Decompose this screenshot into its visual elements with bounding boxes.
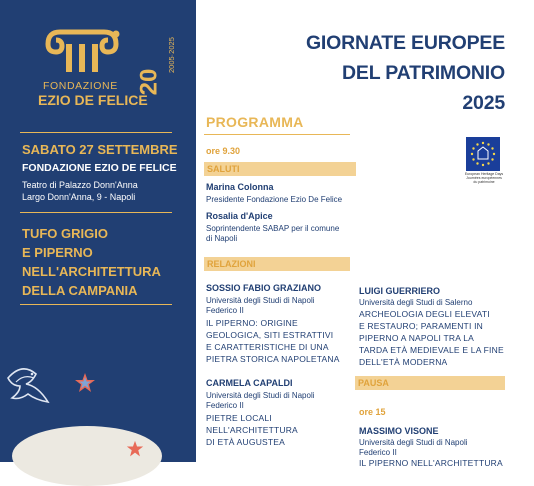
speaker-name: MASSIMO VISONE	[359, 426, 439, 436]
venue-name: FONDAZIONE EZIO DE FELICE	[22, 162, 177, 174]
talk-title: GEOLOGICA, SITI ESTRATTIVI	[206, 330, 334, 340]
divider	[20, 132, 172, 133]
time-label: ore 9.30	[206, 146, 241, 156]
divider	[20, 212, 172, 213]
eu-stars-icon	[466, 137, 500, 171]
eu-badge-caption	[452, 172, 516, 184]
speaker-role: Federico II	[206, 306, 244, 315]
topic-line: DELLA CAMPANIA	[22, 283, 138, 298]
left-panel	[0, 0, 196, 462]
section-label: SALUTI	[207, 164, 240, 174]
caption-line: Journées européennes	[466, 176, 502, 180]
speaker-name: Marina Colonna	[206, 182, 274, 192]
talk-title: TARDA ETÀ MEDIEVALE E LA FINE	[359, 345, 504, 355]
foundation-logo	[18, 26, 188, 118]
topic-line: E PIPERNO	[22, 245, 93, 260]
venue-line: Largo Donn'Anna, 9 - Napoli	[22, 192, 136, 202]
section-label: PAUSA	[358, 378, 389, 388]
page-title-line: 2025	[462, 92, 505, 114]
section-label: RELAZIONI	[207, 259, 256, 269]
dove-illustration-icon	[2, 360, 62, 416]
speaker-name: SOSSIO FABIO GRAZIANO	[206, 283, 322, 293]
speaker-name: Rosalia d'Apice	[206, 211, 273, 221]
divider	[20, 304, 172, 305]
right-panel	[196, 0, 534, 468]
anniversary-number: 20	[135, 68, 163, 96]
talk-title: E CARATTERISTICHE DI UNA	[206, 342, 329, 352]
topic-line: TUFO GRIGIO	[22, 226, 108, 241]
talk-title: IL PIPERNO NELL'ARCHITETTURA	[359, 458, 503, 468]
european-heritage-days-badge	[466, 137, 500, 171]
talk-title: DELL'ETÀ MODERNA	[359, 357, 448, 367]
star-decoration-icon	[74, 372, 96, 394]
section-band-relazioni	[204, 257, 350, 271]
event-topic	[22, 224, 192, 300]
speaker-role: Università degli Studi di Napoli	[206, 391, 315, 400]
topic-line: NELL'ARCHITETTURA	[22, 264, 161, 279]
talk-title: PIETRA STORICA NAPOLETANA	[206, 354, 340, 364]
talk-title: IL PIPERNO: ORIGINE	[206, 318, 298, 328]
speaker-role: Presidente Fondazione Ezio De Felice	[206, 195, 343, 204]
section-band-saluti	[204, 162, 356, 176]
speaker-role: Università degli Studi di Salerno	[359, 298, 473, 307]
speaker-role: Federico II	[206, 401, 244, 410]
event-date: SABATO 27 SETTEMBRE	[22, 142, 178, 157]
venue-line: Teatro di Palazzo Donn'Anna	[22, 180, 138, 190]
star-decoration-icon	[126, 440, 144, 458]
programma-heading: PROGRAMMA	[206, 114, 304, 130]
anniversary-years: 2005·2025	[167, 37, 176, 73]
divider	[204, 134, 350, 135]
talk-title: E RESTAURO; PARAMENTI IN	[359, 321, 483, 331]
column-capital-logo-icon	[42, 26, 122, 78]
speaker-role: Università degli Studi di Napoli	[359, 438, 468, 447]
speaker-name: LUIGI GUERRIERO	[359, 286, 441, 296]
talk-title: PIETRE LOCALI	[206, 413, 272, 423]
foundation-label: FONDAZIONE	[43, 80, 118, 92]
speaker-role: Università degli Studi di Napoli	[206, 296, 315, 305]
caption-line: European Heritage Days	[464, 172, 504, 176]
talk-title: ARCHEOLOGIA DEGLI ELEVATI	[359, 309, 490, 319]
caption-line: du patrimoine	[473, 180, 495, 184]
speaker-name: CARMELA CAPALDI	[206, 378, 293, 388]
page-title-line: GIORNATE EUROPEE	[305, 32, 505, 54]
speaker-role: Soprintendente SABAP per il comune	[206, 224, 340, 233]
foundation-name: EZIO DE FELICE	[38, 92, 148, 108]
talk-title: PIPERNO A NAPOLI TRA LA	[359, 333, 474, 343]
talk-title: NELL'ARCHITETTURA	[206, 425, 298, 435]
speaker-role: di Napoli	[206, 234, 238, 243]
time-label: ore 15	[359, 407, 386, 417]
speaker-role: Federico II	[359, 448, 397, 457]
talk-title: DI ETÀ AUGUSTEA	[206, 437, 286, 447]
section-band-pausa	[355, 376, 505, 390]
page-title-line: DEL PATRIMONIO	[342, 62, 505, 84]
